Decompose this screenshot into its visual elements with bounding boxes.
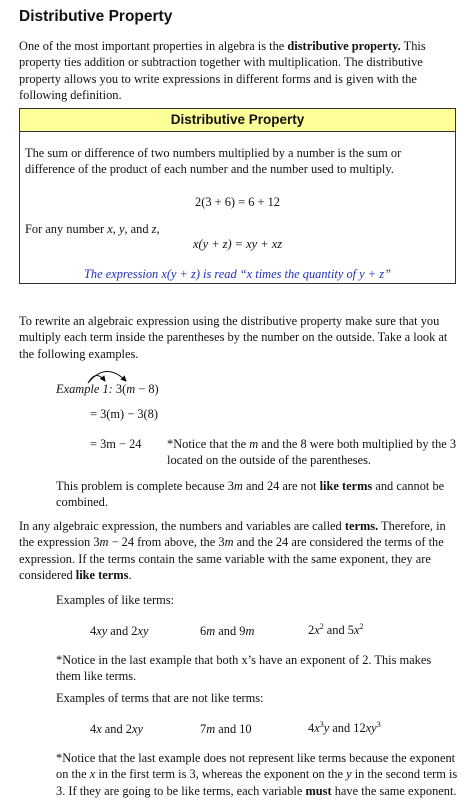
var-x: x [107,222,113,236]
unlike-example-1: 4x and 2xy [90,722,143,736]
example1-step3: = 3m − 24 [90,437,142,451]
unlike-note-var-x: x [89,767,96,782]
intro-bold-term: distributive property. [287,39,401,53]
unlike-note-text: *Notice that the last example does not represent like terms because the exponent on the [56,751,456,782]
unlike-note-text-3: in the second term is 3. If they are going to be like terms, each variable [56,767,458,798]
like-example-1: 4xy and 2xy [90,624,149,638]
example1-note [167,436,457,469]
example1-expression [56,381,159,397]
definition-formula: x(y + z) = xy + xz [192,237,283,251]
complete-var-m: m [233,479,243,493]
note-text-2: and the 8 were both multiplied by the 3 located on the outside of the parentheses. [167,437,457,468]
note-text: *Notice that the [167,437,250,451]
example1-label: Example 1: [56,382,113,396]
terms-text-2: Therefore, in the expression 3 [19,519,446,550]
for-any-sep: , [112,222,119,236]
terms-var-m-2: m [224,535,234,550]
example1-var-m: m [126,382,136,396]
like-terms-note: *Notice in the last example that both x’s have an exponent of 2. This makes them like terms. [56,653,432,684]
for-any-and: , and [124,222,152,236]
terms-bold-2: like terms [75,568,129,583]
like-terms-heading: Examples of like terms: [56,593,175,607]
example1-expr-pre: 3( [115,382,127,396]
intro-text: One of the most important properties in algebra is the [19,39,288,53]
unlike-example-2: 7m and 10 [200,722,252,736]
terms-text: In any algebraic expression, the numbers and variables are called [19,519,345,533]
complete-bold: like terms [319,479,373,493]
intro-paragraph [19,38,457,104]
for-any-end: , [156,222,160,236]
terms-text-3: − 24 from above, the 3 [108,535,225,550]
complete-text-3: and cannot be combined. [56,479,445,510]
terms-bold: terms. [344,519,379,533]
unlike-note-text-2: in the first term is 3, whereas the exponent on the [95,767,347,782]
unlike-note-var-y: y [346,767,352,782]
paragraph-rewrite: To rewrite an algebraic expression using the distributive property make sure that you multiply each term inside the parentheses by the number on the outside. Take a look at the following examples. [19,314,448,361]
example1-expr-post: − 8) [135,382,159,396]
unlike-note-text-4: have the same exponent. [331,783,457,798]
example1-step2: = 3(m) − 3(8) [90,407,158,421]
like-example-2: 6m and 9m [200,624,255,638]
terms-text-4: and the 24 are considered the terms of the expression. If the terms contain the same variable with the same exponent, they are considered [19,535,444,583]
definition-box [19,108,456,284]
unlike-terms-heading: Examples of terms that are not like terms: [56,691,264,705]
page-title: Distributive Property [19,8,173,25]
complete-text: This problem is complete because 3 [56,479,234,493]
paragraph-terms [19,518,457,584]
like-example-3: $2x^2$ and $5x^2$ [308,622,364,638]
unlike-terms-note [56,750,461,799]
for-any-number [25,221,160,237]
definition-heading: Distributive Property [20,109,455,132]
intro-text-2: This property ties addition or subtraction together with multiplication. The distributive property allows you to write expressions in different forms and is given with the following definition. [19,39,426,103]
terms-var-m: m [99,535,109,550]
var-y: y [118,222,125,236]
read-as-note: The expression x(y + z) is read “x times the quantity of y + z” [84,267,391,281]
complete-text-2: and 24 are not [242,479,320,493]
example1-complete [56,478,456,511]
note-var-m: m [249,437,259,451]
for-any-text: For any number [25,222,108,236]
var-z: z [151,222,157,236]
unlike-note-bold: must [305,783,332,798]
definition-example: 2(3 + 6) = 6 + 12 [195,195,280,209]
unlike-example-3: $4x^3y$ and $12xy^3$ [308,720,381,736]
terms-text-5: . [128,568,132,583]
definition-text: The sum or difference of two numbers multiplied by a number is the sum or difference of the product of each number and the number used to multiply. [25,146,402,177]
